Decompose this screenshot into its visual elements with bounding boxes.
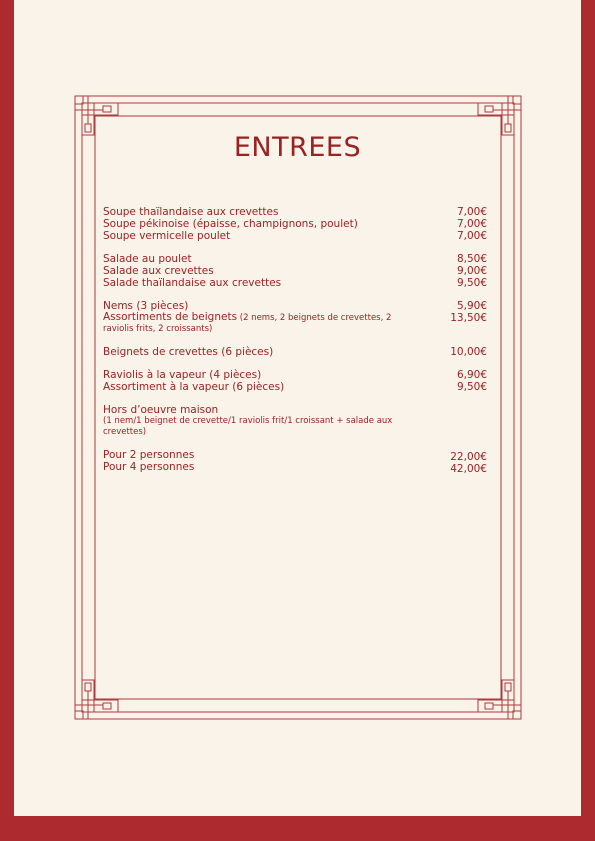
item-prices bbox=[457, 206, 487, 242]
menu-group-salads bbox=[103, 253, 487, 289]
menu-item-name: Nems (3 pièces) bbox=[103, 300, 189, 312]
menu-group-nems bbox=[103, 300, 487, 335]
menu-item-price: 8,50€ bbox=[456, 253, 487, 265]
menu-item-price: 13,50€ bbox=[450, 312, 487, 324]
menu-item-name: Raviolis à la vapeur (4 pièces) bbox=[103, 369, 262, 381]
item-prices bbox=[450, 449, 487, 475]
item-names bbox=[103, 300, 403, 335]
menu-item-price: 5,90€ bbox=[456, 300, 487, 312]
menu-item-name: Salade au poulet bbox=[103, 253, 192, 265]
item-names bbox=[103, 253, 281, 289]
item-names bbox=[103, 206, 358, 242]
menu-item-price: 7,00€ bbox=[456, 218, 487, 230]
item-prices bbox=[457, 369, 487, 393]
menu-item-price: 7,00€ bbox=[456, 230, 487, 242]
menu-item-price: 6,90€ bbox=[456, 369, 487, 381]
item-prices bbox=[450, 346, 487, 358]
menu-item-name: Hors d’oeuvre maison bbox=[103, 404, 219, 416]
menu-item-name: Soupe thaïlandaise aux crevettes bbox=[103, 206, 279, 218]
menu-item-name: Soupe pékinoise (épaisse, champignons, poulet) bbox=[103, 218, 358, 230]
menu-group-raviolis bbox=[103, 369, 487, 393]
menu-item-with-detail bbox=[103, 312, 403, 335]
menu-item-name: Salade thaïlandaise aux crevettes bbox=[103, 277, 282, 289]
item-names bbox=[103, 404, 403, 438]
menu-item-price: 22,00€ bbox=[450, 451, 487, 463]
menu-item-name: Beignets de crevettes bbox=[103, 346, 218, 358]
menu-group-beignets bbox=[103, 346, 487, 358]
menu-item-detail: (2 nems, 2 beignets de crevettes, 2 raviolis frits, 2 croissants) bbox=[103, 313, 392, 334]
menu-item-price: 9,50€ bbox=[456, 277, 487, 289]
item-names bbox=[103, 369, 284, 393]
menu-item-suffix: (6 pièces) bbox=[221, 346, 274, 358]
menu-group-soups bbox=[103, 206, 487, 242]
menu-item-name: Salade aux crevettes bbox=[103, 265, 214, 277]
menu-item-price: 42,00€ bbox=[450, 463, 487, 475]
menu-item-name: Assortiment à la vapeur (6 pièces) bbox=[103, 381, 285, 393]
menu-item-price: 10,00€ bbox=[450, 346, 487, 358]
item-names bbox=[103, 346, 273, 358]
menu-group-hors-doeuvre bbox=[103, 404, 487, 438]
item-prices bbox=[450, 300, 487, 324]
menu-item-name: Pour 2 personnes bbox=[103, 449, 195, 461]
menu-item-name: Soupe vermicelle poulet bbox=[103, 230, 231, 242]
item-names bbox=[103, 449, 194, 473]
menu-item-price: 9,50€ bbox=[456, 381, 487, 393]
page-title: ENTREES bbox=[233, 132, 362, 163]
menu-item-name: Assortiments de beignets bbox=[103, 311, 238, 323]
menu-item-name: Pour 4 personnes bbox=[103, 461, 195, 473]
menu-group-persons bbox=[103, 449, 487, 475]
menu-item-detail: (1 nem/1 beignet de crevette/1 raviolis frit/1 croissant + salade aux crevettes) bbox=[103, 416, 393, 437]
menu-list bbox=[103, 206, 487, 486]
item-prices bbox=[457, 253, 487, 289]
menu-item-name-row bbox=[103, 346, 273, 358]
menu-item-price: 7,00€ bbox=[456, 206, 487, 218]
menu-item-price: 9,00€ bbox=[456, 265, 487, 277]
